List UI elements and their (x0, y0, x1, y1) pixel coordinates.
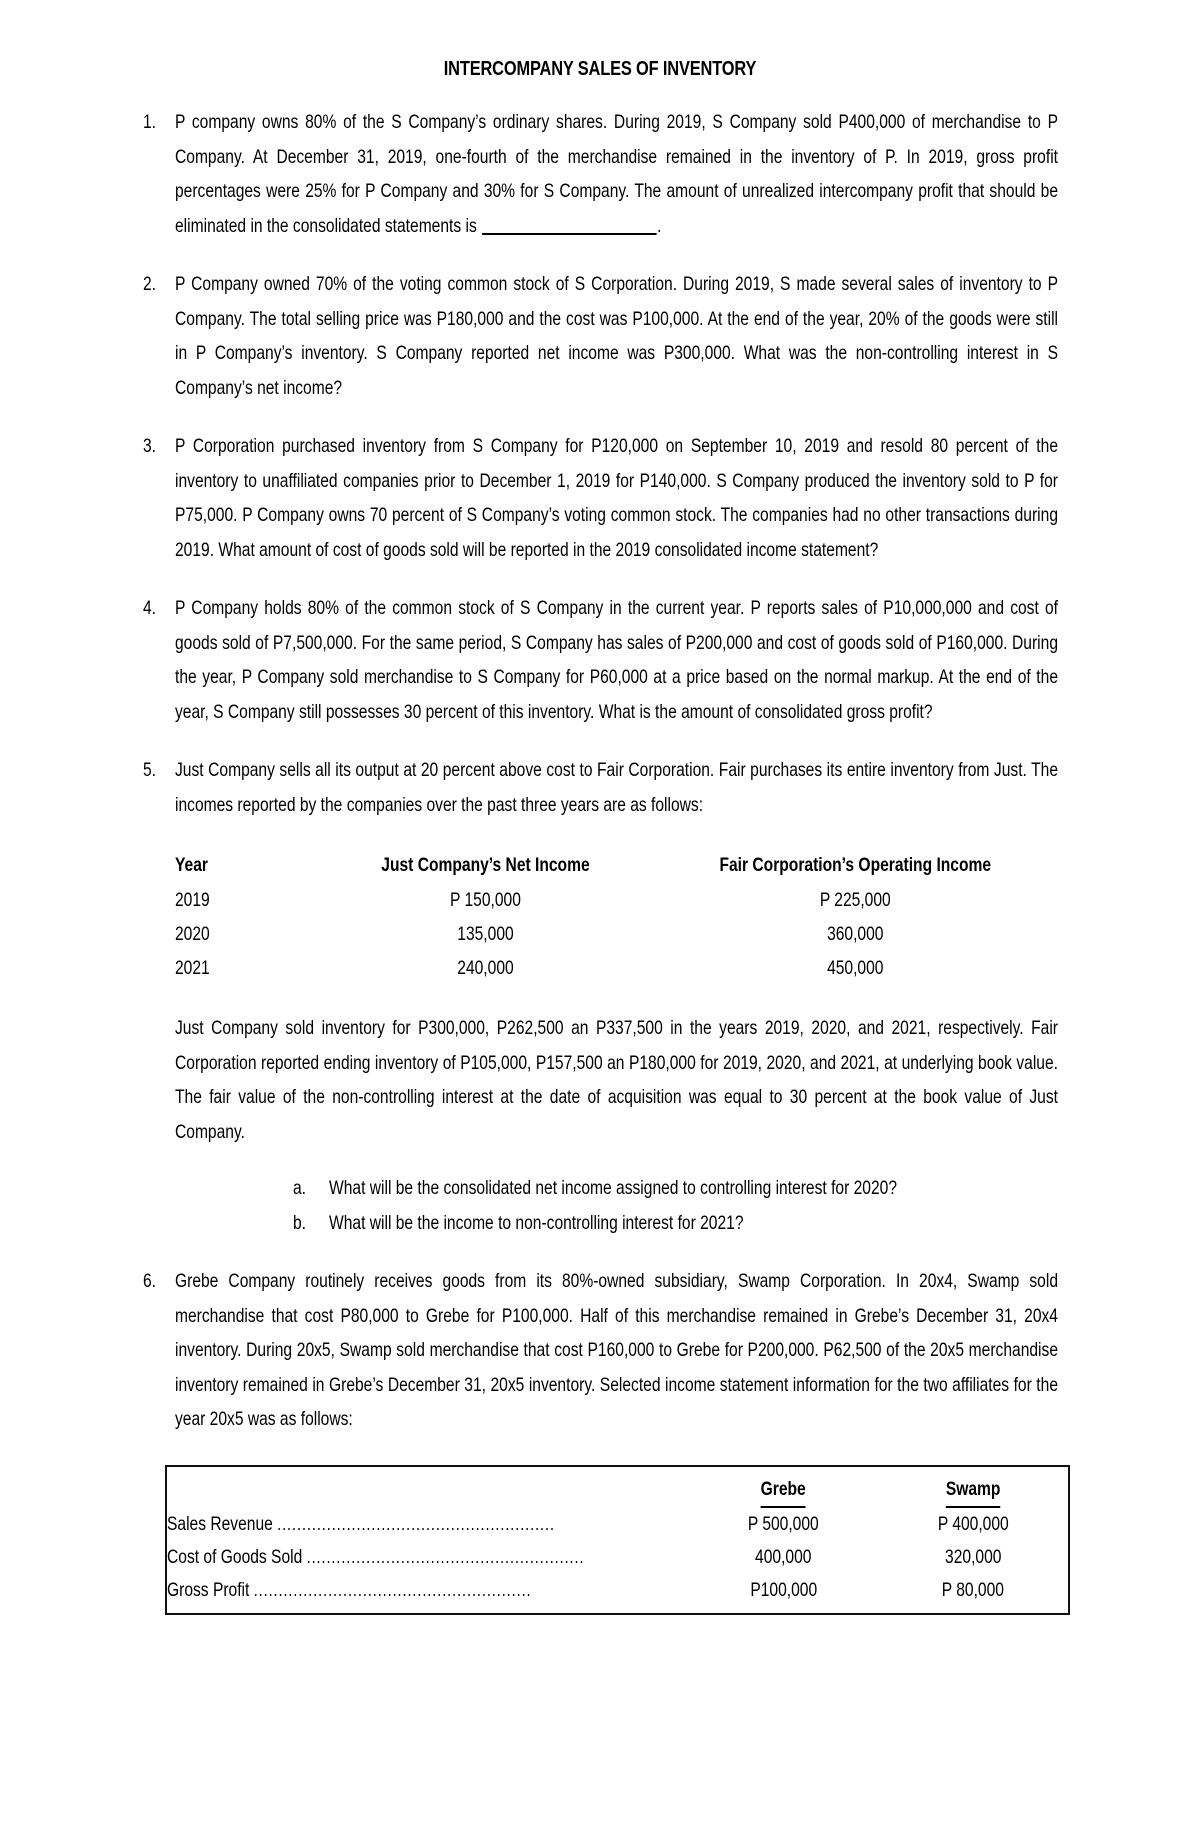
financial-table-header-row (167, 1473, 1068, 1508)
table-row (167, 1574, 1068, 1607)
question-text-part-a: P company owns 80% of the S Company’s ordinary shares. During 2019, S Company sold P400,000 of merchandise to P Company. At December 31, 2019, one-fourth of the merchandise remained in the inventory of P. In 2019, gross profit percentages were 25% for P Company and 30% for S Company. The amount of unrealized intercompany profit that should be eliminated in the consolidated statements is (175, 111, 1058, 237)
income-table-header-row (175, 848, 1058, 883)
income-comparison-table (175, 848, 1058, 985)
question-text: P Corporation purchased inventory from S Company for P120,000 on September 10, 2019 and resold 80 percent of the inventory to unaffiliated companies prior to December 1, 2019 for P140,000. S Company produced the inventory sold to P for P75,000. P Company owns 70 percent of S Company’s voting common stock. The companies had no other transactions during 2019. What amount of cost of goods sold will be reported in the 2019 consolidated income statement? (175, 435, 1058, 561)
row-label-cost-of-goods-sold (167, 1541, 689, 1574)
income-table-head (175, 848, 1058, 883)
cell-value: P 80,000 (942, 1578, 1005, 1601)
column-header-grebe (689, 1473, 879, 1508)
question-item-6 (0, 1264, 1200, 1437)
cell-fair-income: 360,000 (827, 923, 884, 945)
column-header-swamp (878, 1473, 1068, 1508)
sub-question-list (175, 1171, 1058, 1240)
cell-fair-income: P 225,000 (819, 889, 891, 911)
column-header-fair-operating-income: Fair Corporation’s Operating Income (719, 854, 992, 876)
cell-value: P 500,000 (748, 1512, 820, 1535)
question-item-4 (0, 591, 1200, 729)
question-text: Grebe Company routinely receives goods from its 80%-owned subsidiary, Swamp Corporation. In 20x4, Swamp sold merchandise that cost P80,000 to Grebe for P100,000. Half of this merchandise remained in Grebe’s December 31, 20x4 inventory. During 20x5, Swamp sold merchandise that cost P160,000 to Grebe for P200,000. P62,500 of the 20x5 merchandise inventory remained in Grebe’s December 31, 20x5 inventory. Selected income statement information for the two affiliates for the year 20x5 was as follows: (175, 1270, 1058, 1430)
question-number: 2. (143, 273, 157, 295)
cell-year: 2021 (175, 957, 210, 979)
question-text (175, 105, 1058, 243)
question-text: P Company holds 80% of the common stock of S Company in the current year. P reports sales of P10,000,000 and cost of goods sold of P7,500,000. For the same period, S Company has sales of P200,000 and cost of goods sold of P160,000. During the year, P Company sold merchandise to S Company for P60,000 at a price based on the normal markup. At the end of the year, S Company still possesses 30 percent of this inventory. What is the amount of consolidated gross profit? (175, 597, 1058, 723)
cell-grebe-cogs (689, 1541, 879, 1574)
sub-question-item-a (293, 1171, 1058, 1206)
question-number: 3. (143, 435, 157, 457)
question-followup-text: Just Company sold inventory for P300,000, P262,500 an P337,500 in the years 2019, 2020, and 2021, respectively. Fair Corporation reported ending inventory of P105,000, P157,500 an P180,000 for 2019, 2020, and 2021, at underlying book value. The fair value of the non-controlling interest at the date of acquisition was equal to 30 percent at the book value of Just Company. (175, 1017, 1058, 1143)
cell-grebe-sales-revenue (689, 1508, 879, 1541)
leader-dots: ........................................................ (253, 1579, 532, 1600)
sub-question-text: What will be the income to non-controlling interest for 2021? (329, 1211, 744, 1234)
question-number: 5. (143, 759, 157, 781)
question-item-5 (0, 753, 1200, 1240)
cell-just-income: P 150,000 (450, 889, 521, 911)
question-item-2 (0, 267, 1200, 405)
question-number: 4. (143, 597, 157, 619)
leader-dots: ........................................................ (306, 1546, 585, 1567)
swamp-header-label: Swamp (946, 1473, 1001, 1508)
row-label-text: Cost of Goods Sold (167, 1545, 307, 1568)
grebe-swamp-table (167, 1473, 1068, 1607)
cell-year: 2020 (175, 923, 210, 945)
question-body (175, 591, 1058, 729)
question-body (175, 429, 1058, 567)
row-label-sales-revenue (167, 1508, 689, 1541)
page-title: INTERCOMPANY SALES OF INVENTORY (443, 57, 757, 80)
cell-grebe-gross-profit (689, 1574, 879, 1607)
cell-value: P100,000 (750, 1578, 817, 1601)
cell-value: 400,000 (755, 1545, 812, 1568)
table-row (167, 1541, 1068, 1574)
answer-blank[interactable] (482, 233, 656, 235)
financial-table-body (167, 1508, 1068, 1607)
question-text-part-b: . (657, 214, 662, 237)
row-label-gross-profit (167, 1574, 689, 1607)
column-header-just-net-income: Just Company’s Net Income (381, 854, 590, 876)
column-header-year: Year (175, 854, 208, 876)
grebe-header-label: Grebe (761, 1473, 806, 1508)
column-header-blank (167, 1473, 689, 1508)
cell-swamp-sales-revenue (878, 1508, 1068, 1541)
leader-dots: ........................................................ (277, 1513, 555, 1534)
question-body (175, 1264, 1058, 1437)
question-intro-text: Just Company sells all its output at 20 percent above cost to Fair Corporation. Fair purchases its entire inventory from Just. The incomes reported by the companies over the past three years are as follows: (175, 759, 1058, 816)
row-label-text: Sales Revenue (167, 1512, 278, 1535)
question-item-1 (0, 105, 1200, 243)
selected-income-statement-table (165, 1465, 1070, 1615)
question-body (175, 753, 1058, 1240)
cell-value: 320,000 (944, 1545, 1002, 1568)
cell-swamp-gross-profit (878, 1574, 1068, 1607)
sub-question-letter: b. (293, 1211, 307, 1234)
question-body (175, 267, 1058, 405)
financial-table-head (167, 1473, 1068, 1508)
cell-swamp-cogs (878, 1541, 1068, 1574)
cell-year: 2019 (175, 889, 210, 911)
question-number: 1. (143, 111, 157, 133)
question-body (175, 105, 1058, 243)
cell-fair-income: 450,000 (827, 957, 884, 979)
question-item-3 (0, 429, 1200, 567)
table-row (175, 917, 1058, 951)
table-row (167, 1508, 1068, 1541)
cell-value: P 400,000 (937, 1512, 1009, 1535)
sub-question-item-b (293, 1206, 1058, 1241)
table-row (175, 951, 1058, 985)
sub-question-letter: a. (293, 1177, 307, 1199)
cell-just-income: 135,000 (457, 923, 514, 945)
question-list (0, 105, 1200, 1437)
question-text: P Company owned 70% of the voting common stock of S Corporation. During 2019, S made several sales of inventory to P Company. The total selling price was P180,000 and the cost was P100,000. At the end of the year, 20% of the goods were still in P Company’s inventory. S Company reported net income was P300,000. What was the non-controlling interest in S Company’s net income? (175, 273, 1058, 399)
question-number: 6. (143, 1270, 157, 1292)
cell-just-income: 240,000 (457, 957, 514, 979)
sub-question-text: What will be the consolidated net income assigned to controlling interest for 2020? (329, 1177, 897, 1199)
income-table-body (175, 883, 1058, 985)
row-label-text: Gross Profit (167, 1578, 254, 1601)
table-row (175, 883, 1058, 917)
